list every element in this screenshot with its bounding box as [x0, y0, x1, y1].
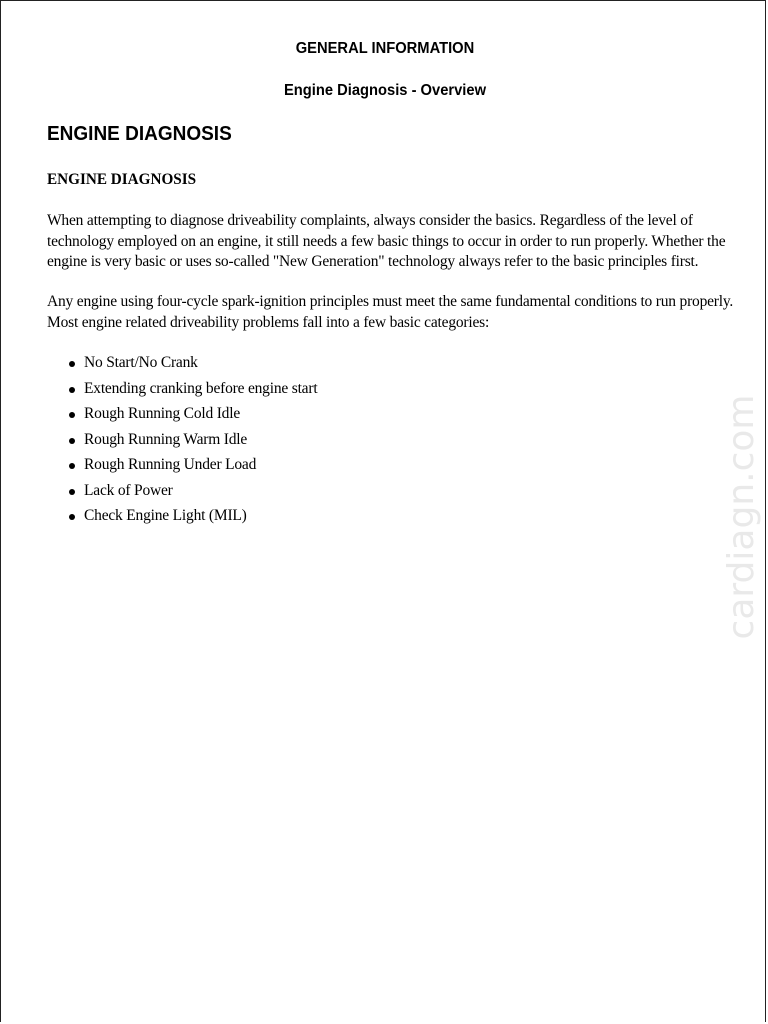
section-heading: ENGINE DIAGNOSIS	[47, 123, 232, 145]
list-item	[65, 430, 317, 456]
list-item-label: Extending cranking before engine start	[84, 379, 318, 397]
bullet-icon	[69, 438, 75, 444]
watermark: cardiagn.com	[721, 394, 762, 640]
list-item-label: Rough Running Under Load	[84, 456, 257, 473]
list-item	[65, 353, 317, 379]
document-title: GENERAL INFORMATION	[295, 40, 475, 57]
categories-paragraph: Any engine using four-cycle spark-ignition principles must meet the same fundamental conditions to run properly. Most engine related driveability problems fall into a few basic categories:	[47, 293, 734, 331]
bullet-icon	[69, 412, 75, 418]
list-item	[65, 455, 317, 481]
bullet-icon	[69, 387, 75, 393]
list-item	[65, 379, 317, 405]
list-item	[65, 404, 317, 430]
sub-heading: ENGINE DIAGNOSIS	[47, 171, 197, 188]
bullet-icon	[69, 514, 75, 520]
list-item-label: No Start/No Crank	[84, 354, 198, 371]
list-item	[65, 481, 317, 507]
list-item	[65, 506, 317, 532]
list-item-label: Rough Running Cold Idle	[84, 405, 241, 422]
list-item-label: Check Engine Light (MIL)	[84, 507, 247, 524]
bullet-icon	[69, 489, 75, 495]
document-subtitle: Engine Diagnosis - Overview	[283, 82, 487, 99]
category-list	[65, 353, 317, 532]
bullet-icon	[69, 361, 75, 367]
list-item-label: Lack of Power	[84, 481, 173, 499]
bullet-icon	[69, 463, 75, 469]
list-item-label: Rough Running Warm Idle	[84, 430, 248, 448]
intro-paragraph: When attempting to diagnose driveability complaints, always consider the basics. Regardless of the level of technology employed on an engine, it still needs a few basic things to occur in order to run properly. Whether the engine is very basic or uses so-called "New Generation" technology always refer to the basic principles first.	[47, 212, 726, 270]
